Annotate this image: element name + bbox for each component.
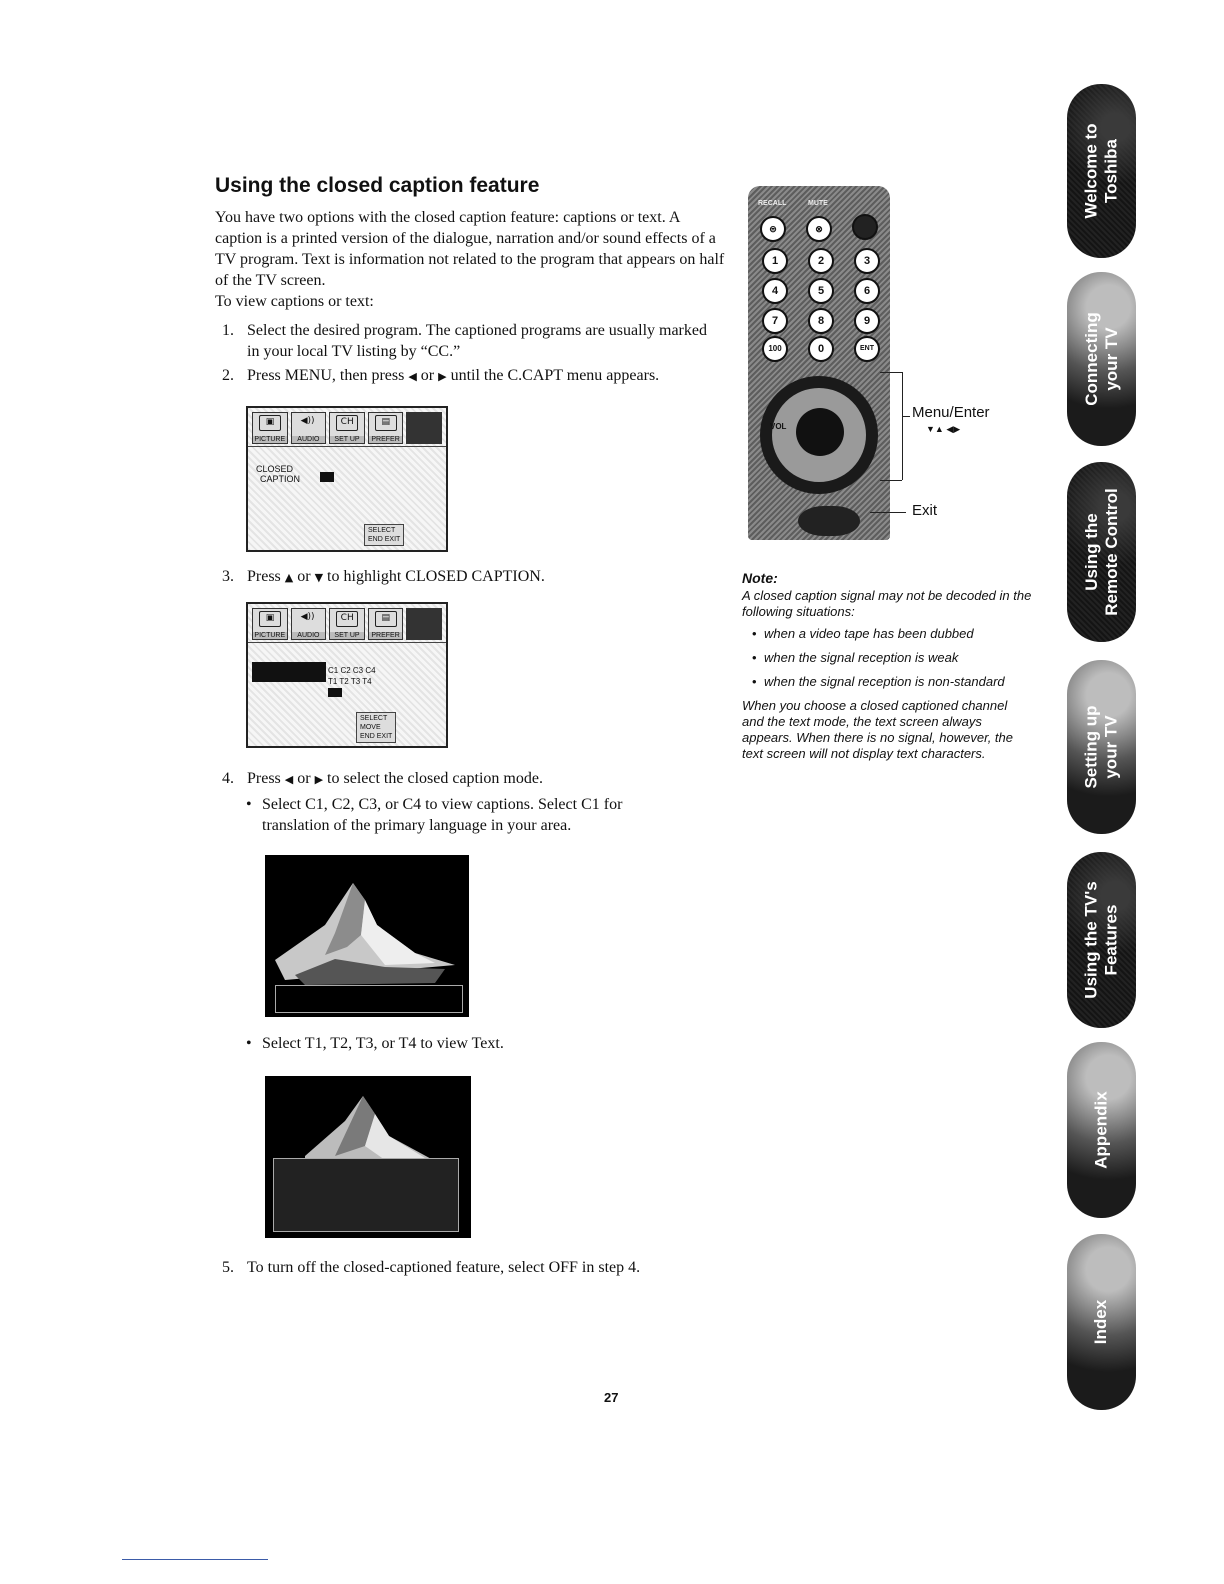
number-button-7: 7 (762, 308, 788, 334)
closed-caption-highlight (252, 662, 326, 682)
step-text-pre: Press MENU, then press (247, 367, 405, 384)
callout-menu-enter: Menu/Enter (912, 404, 990, 421)
channel-icon: CH (336, 611, 358, 627)
step-text-post: to highlight CLOSED CAPTION. (327, 568, 545, 585)
step-5 (222, 1257, 717, 1278)
step-1 (222, 320, 717, 362)
tab-label-line: Remote Control (1101, 488, 1121, 616)
help-select: SELECT (360, 715, 388, 722)
tab-label-line: Using the TV's (1081, 881, 1101, 999)
help-move: MOVE (360, 724, 381, 731)
step-text-post: to select the closed caption mode. (327, 770, 543, 787)
menu-item-caption: CAPTION (260, 474, 301, 484)
power-button (852, 214, 878, 240)
number-button-100: 100 (762, 336, 788, 362)
menu-tab-setup (329, 412, 365, 444)
step-text: To turn off the closed-captioned feature, select OFF in step 4. (247, 1259, 641, 1276)
number-button-1: 1 (762, 248, 788, 274)
menu-value-marker (320, 472, 334, 482)
bullet-dot: • (246, 796, 252, 813)
remote-control-image (748, 186, 890, 540)
menu-tab-picture (252, 412, 288, 444)
callout-arrow-icons: ▼▲ ◀▶ (926, 424, 961, 434)
menu-tab-setup (329, 608, 365, 640)
to-view-label: To view captions or text: (215, 293, 374, 310)
tab-label-line: Setting up (1081, 705, 1101, 789)
callout-line-top (880, 372, 902, 373)
prefer-icon: ▤ (375, 415, 397, 431)
prefer-icon: ▤ (375, 611, 397, 627)
menu-tab-label: AUDIO (292, 436, 326, 443)
tab-welcome-to-toshiba[interactable] (1067, 84, 1136, 258)
menu-tab-audio (291, 412, 327, 444)
menu-tab-prefer (368, 608, 404, 640)
menu-tab-label: PREFER (369, 436, 403, 443)
note-item: • when the signal reception is weak (742, 650, 1032, 666)
tab-label-line: Appendix (1091, 1091, 1111, 1169)
left-arrow-icon: ◀ (284, 773, 294, 786)
help-exit: EXIT (376, 733, 393, 740)
tab-index[interactable] (1067, 1234, 1136, 1410)
step-text: Select the desired program. The captioned programs are usually marked in your local TV listing by “CC.” (247, 322, 707, 360)
tab-label-line: Index (1091, 1299, 1111, 1345)
menu-item-closed: CLOSED (256, 464, 294, 474)
page-number: 27 (604, 1390, 619, 1405)
note-paragraph: When you choose a closed captioned channel and the text mode, the text screen always appears. When there is no signal, however, the text screen will not display text characters. (742, 698, 1013, 761)
menu-icon-bar (252, 608, 442, 638)
number-button-8: 8 (808, 308, 834, 334)
right-arrow-icon: ▶ (438, 370, 447, 383)
step-text-post: until the C.CAPT menu appears. (450, 367, 660, 384)
section-heading: Using the closed caption feature (215, 174, 540, 197)
picture-icon: ▣ (259, 415, 281, 431)
menu-divider (248, 642, 446, 643)
menu-help-box (364, 524, 404, 546)
recall-button: ⊜ (760, 216, 786, 242)
help-select: SELECT (368, 527, 396, 534)
closed-caption-highlight-screen (246, 602, 448, 748)
menu-tab-ccapt (406, 608, 442, 640)
caption-mode-picture (265, 855, 469, 1017)
bullet-captions (246, 794, 692, 836)
tab-label-line: Features (1101, 904, 1121, 976)
channel-icon: CH (336, 415, 358, 431)
caption-text-box (275, 985, 463, 1013)
step-4 (222, 768, 717, 790)
step-3 (222, 566, 717, 588)
menu-tab-label: SET UP (330, 632, 364, 639)
number-button-6: 6 (854, 278, 880, 304)
tab-label-line: Toshiba (1101, 139, 1121, 203)
tab-label-line: your TV (1101, 715, 1121, 779)
footer-rule (122, 1559, 268, 1560)
note-item: • when the signal reception is non-standard (742, 674, 1032, 690)
callout-pointer (902, 416, 910, 417)
tab-label-line: Connecting (1081, 312, 1101, 406)
left-arrow-icon: ◀ (408, 370, 417, 383)
tab-label-line: your TV (1101, 327, 1121, 391)
menu-tab-prefer (368, 412, 404, 444)
up-arrow-icon: ▲ (284, 571, 294, 584)
step-or: or (297, 770, 311, 787)
number-button-3: 3 (854, 248, 880, 274)
mode-marker (328, 688, 342, 697)
step-number: 3. (222, 568, 234, 585)
text-mode-picture (265, 1076, 471, 1238)
menu-tab-label: PREFER (369, 632, 403, 639)
menu-tab-label: AUDIO (292, 632, 326, 639)
menu-tab-label: PICTURE (254, 436, 286, 443)
note-item: • when a video tape has been dubbed (742, 626, 1032, 642)
tab-label-line: Using the (1081, 513, 1101, 591)
note-title: Note: (742, 570, 778, 586)
tab-label (1082, 881, 1122, 998)
tab-label (1082, 312, 1122, 406)
number-button-4: 4 (762, 278, 788, 304)
step-text (247, 365, 717, 387)
tab-label (1092, 1091, 1112, 1168)
menu-tab-picture (252, 608, 288, 640)
mode-row-text: T1 T2 T3 T4 (328, 677, 372, 686)
step-or: or (297, 568, 311, 585)
step-or: or (420, 367, 435, 384)
mute-label: MUTE (808, 200, 828, 207)
tab-label-line: Welcome to (1081, 123, 1101, 219)
menu-tab-ccapt (406, 412, 442, 444)
step-number: 1. (222, 322, 234, 339)
note-lead: A closed caption signal may not be decoded in the following situations: (742, 588, 1032, 619)
picture-icon: ▣ (259, 611, 281, 627)
note-box (742, 570, 1032, 762)
menu-tab-audio (291, 608, 327, 640)
step-number: 5. (222, 1259, 234, 1276)
step-text-pre: Press (247, 568, 281, 585)
right-arrow-icon: ▶ (314, 773, 324, 786)
ccapt-menu-screen (246, 406, 448, 552)
vol-label: VOL (770, 422, 787, 431)
number-button-9: 9 (854, 308, 880, 334)
recall-label: RECALL (758, 200, 787, 207)
menu-help-box (356, 712, 396, 743)
step-text (247, 566, 717, 588)
bullet-text-mode (246, 1033, 692, 1054)
menu-divider (248, 446, 446, 447)
tab-appendix[interactable] (1067, 1042, 1136, 1218)
tab-setting-up-your-tv[interactable] (1067, 660, 1136, 834)
intro-text: You have two options with the closed caption feature: captions or text. A caption is a printed version of the dialogue, narration and/or sound effects of a TV program. Text is information not related to the program that appears on half of the TV screen. (215, 209, 725, 289)
menu-tab-label: SET UP (330, 436, 364, 443)
text-screen-box (273, 1158, 459, 1232)
step-2 (222, 365, 717, 387)
help-end: END (360, 733, 375, 740)
step-text-pre: Press (247, 770, 281, 787)
callout-bracket (902, 372, 903, 480)
tab-label (1082, 488, 1122, 616)
intro-paragraph (215, 207, 725, 291)
exit-button (798, 506, 860, 536)
number-button-5: 5 (808, 278, 834, 304)
audio-icon: ◀)) (300, 416, 315, 426)
tab-connecting-your-tv[interactable] (1067, 272, 1136, 446)
step-number: 2. (222, 367, 234, 384)
bullet-text: Select C1, C2, C3, or C4 to view captions. Select C1 for translation of the primary language in your area. (262, 796, 623, 834)
step-number: 4. (222, 770, 234, 787)
menu-enter-button (796, 408, 844, 456)
callout-exit: Exit (912, 502, 938, 519)
mode-row-captions: C1 C2 C3 C4 (328, 666, 376, 675)
enter-button: ENT (854, 336, 880, 362)
tab-using-the-remote-control[interactable] (1067, 462, 1136, 642)
mute-icon: ⊗ (806, 216, 832, 242)
number-button-0: 0 (808, 336, 834, 362)
note-list (742, 626, 1032, 690)
callout-line-bottom (880, 480, 902, 481)
tab-using-the-tvs-features[interactable] (1067, 852, 1136, 1028)
bullet-text: Select T1, T2, T3, or T4 to view Text. (262, 1035, 504, 1052)
callout-line-exit (870, 512, 906, 513)
audio-icon: ◀)) (300, 612, 315, 622)
help-exit: EXIT (384, 536, 401, 543)
tab-label (1092, 1300, 1112, 1344)
bullet-dot: • (246, 1035, 252, 1052)
step-text (247, 768, 717, 790)
help-end: END (368, 536, 383, 543)
tab-label (1082, 705, 1122, 788)
number-button-2: 2 (808, 248, 834, 274)
menu-icon-bar (252, 412, 442, 442)
tab-label (1082, 123, 1122, 218)
down-arrow-icon: ▼ (314, 571, 324, 584)
menu-tab-label: PICTURE (254, 632, 286, 639)
